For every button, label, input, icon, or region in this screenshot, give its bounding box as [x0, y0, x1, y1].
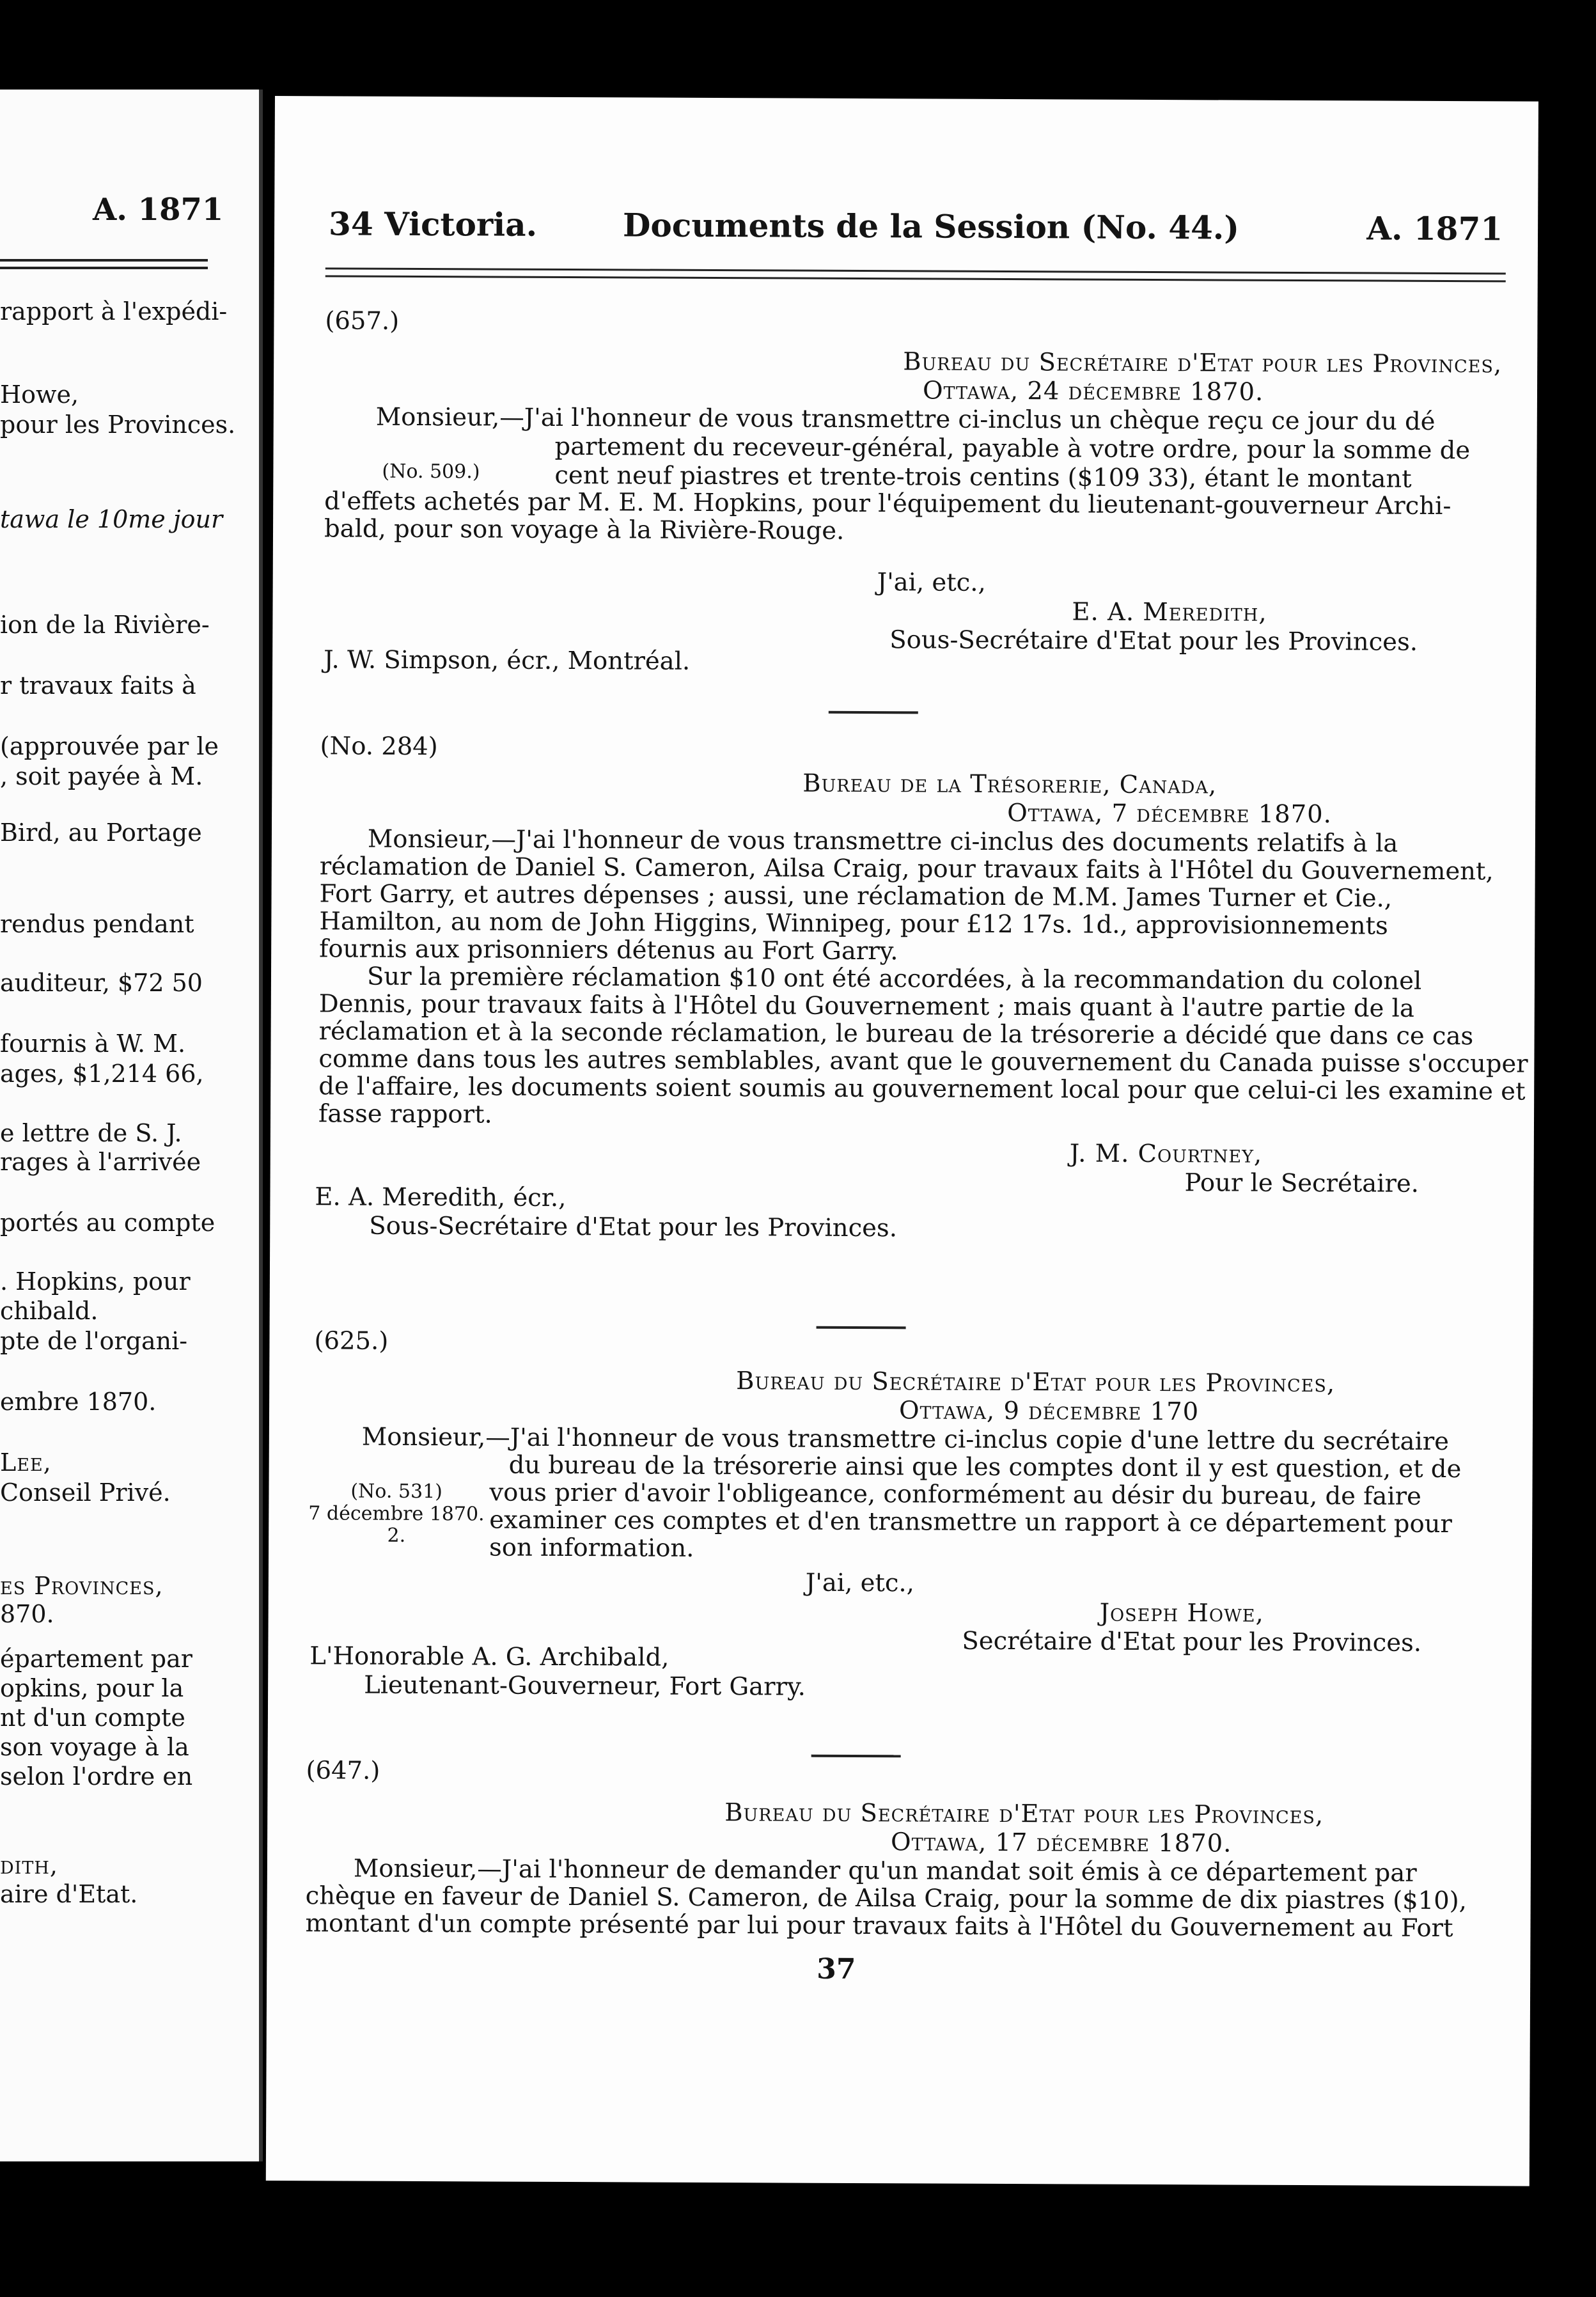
letter-place-date: Ottawa, 24 décembre 1870. [922, 376, 1264, 407]
letter-body-line: examiner ces comptes et d'en transmettre un rapport à ce département pour [489, 1505, 1452, 1539]
header-rule [325, 267, 1506, 274]
letter-body-line: fasse rapport. [318, 1099, 492, 1129]
letter-body-line: cent neuf piastres et trente-trois centins ($109 33), étant le montant [554, 460, 1412, 494]
left-page-line: rendus pendant [0, 910, 194, 938]
letter-body-line: Monsieur,—J'ai l'honneur de vous transmettre ci-inclus des documents relatifs à la [367, 824, 1398, 858]
signature-name: Joseph Howe, [1099, 1598, 1264, 1628]
left-page-line: e lettre de S. J. [0, 1119, 182, 1147]
left-page-line: selon l'ordre en [0, 1762, 193, 1791]
letter-body-line: Monsieur,—J'ai l'honneur de vous transmettre ci-inclus un chèque reçu ce jour du dé [375, 402, 1436, 436]
letter-body-line: montant d'un compte présenté par lui pour travaux faits à l'Hôtel du Gouvernement au Fort [305, 1909, 1453, 1943]
section-separator [811, 1755, 901, 1758]
section-separator [817, 1326, 906, 1329]
signature-title: Sous-Secrétaire d'Etat pour les Provinces. [889, 625, 1418, 657]
left-facing-page [0, 90, 263, 2161]
left-page-line: 870. [0, 1600, 54, 1628]
left-page-line: (approuvée par le [0, 732, 219, 760]
left-page-line: opkins, pour la [0, 1674, 184, 1702]
letter-office: Bureau du Secrétaire d'Etat pour les Provinces, [736, 1367, 1336, 1399]
letter-body-line: fournis aux prisonniers détenus au Fort Garry. [319, 934, 898, 966]
left-page-line: portés au compte [0, 1209, 215, 1237]
signature-title: Secrétaire d'Etat pour les Provinces. [962, 1626, 1422, 1658]
letter-body-line: réclamation de Daniel S. Cameron, Ailsa Craig, pour travaux faits à l'Hôtel du Gouvernement, [319, 852, 1494, 886]
left-page-line: ages, $1,214 66, [0, 1060, 204, 1088]
left-page-line: dith, [0, 1851, 58, 1879]
signature-title: Pour le Secrétaire. [1184, 1168, 1420, 1198]
letter-office: Bureau du Secrétaire d'Etat pour les Provinces, [724, 1798, 1324, 1830]
letter-place-date: Ottawa, 17 décembre 1870. [890, 1828, 1232, 1858]
letter-number: (657.) [325, 306, 400, 336]
addressee: E. A. Meredith, écr., [315, 1182, 567, 1213]
letter-body-line: Fort Garry, et autres dépenses ; aussi, une réclamation de M.M. James Turner et Cie., [319, 879, 1393, 913]
left-page-line: ion de la Rivière- [0, 611, 210, 639]
left-page-line: rages à l'arrivée [0, 1148, 201, 1176]
left-page-line: es Provinces, [0, 1572, 164, 1600]
left-page-line: son voyage à la [0, 1733, 189, 1761]
letter-body-line: du bureau de la trésorerie ainsi que les comptes dont il y est question, et de [508, 1450, 1462, 1484]
letter-body-line: vous prier d'avoir l'obligeance, conformément au désir du bureau, de faire [489, 1478, 1421, 1511]
left-page-line: tawa le 10me jour [0, 505, 223, 533]
left-page-line: épartement par [0, 1645, 192, 1673]
addressee: Lieutenant-Gouverneur, Fort Garry. [364, 1670, 806, 1702]
letter-closing: J'ai, etc., [805, 1568, 915, 1598]
letter-body-line: Monsieur,—J'ai l'honneur de demander qu'un mandat soit émis à ce département par [353, 1854, 1417, 1888]
left-page-line: pte de l'organi- [0, 1327, 188, 1355]
letter-body-line: chèque en faveur de Daniel S. Cameron, de Ailsa Craig, pour la somme de dix piastres ($10), [305, 1881, 1467, 1916]
left-page-line: Howe, [0, 380, 79, 409]
letter-body-line: Monsieur,—J'ai l'honneur de vous transmettre ci-inclus copie d'une lettre du secrétaire [361, 1422, 1450, 1457]
letter-body-line: bald, pour son voyage à la Rivière-Rouge. [324, 514, 845, 545]
section-separator [829, 711, 918, 714]
signature-name: E. A. Meredith, [1072, 597, 1267, 627]
letter-closing: J'ai, etc., [877, 568, 986, 597]
left-page-line: aire d'Etat. [0, 1880, 138, 1908]
left-page-header-rule-2 [0, 267, 208, 269]
page-number: 37 [817, 1952, 856, 1986]
margin-note-line: (No. 531) [350, 1480, 442, 1503]
header-rule-2 [325, 275, 1506, 282]
letter-office: Bureau du Secrétaire d'Etat pour les Provinces, [903, 347, 1503, 379]
addressee: L'Honorable A. G. Archibald, [309, 1642, 669, 1672]
left-page-line: nt d'un compte [0, 1704, 185, 1732]
letter-body-line: partement du receveur-général, payable à votre ordre, pour la somme de [554, 432, 1471, 466]
letter-body-line: comme dans tous les autres semblables, avant que le gouvernement du Canada puisse s'occuper [318, 1044, 1528, 1079]
left-page-line: Conseil Privé. [0, 1478, 171, 1507]
left-page-line: Lee, [0, 1448, 52, 1477]
left-page-line: , soit payée à M. [0, 762, 203, 790]
left-page-line: Bird, au Portage [0, 819, 202, 847]
letter-body-line: Sur la première réclamation $10 ont été accordées, à la recommandation du colonel [366, 962, 1422, 996]
left-page-header-rule [0, 259, 208, 262]
margin-note [308, 1480, 485, 1548]
left-page-line: rapport à l'expédi- [0, 297, 228, 325]
left-page-line: fournis à W. M. [0, 1030, 186, 1058]
left-page-line: embre 1870. [0, 1388, 157, 1416]
margin-note-line: 7 décembre 1870. [308, 1501, 485, 1525]
letter-body-line: son information. [489, 1533, 694, 1563]
letter-office: Bureau de la Trésorerie, Canada, [802, 769, 1217, 800]
left-page-header: A. 1871 [93, 192, 224, 228]
left-page-line: pour les Provinces. [0, 411, 236, 439]
left-page-line: chibald. [0, 1297, 98, 1325]
main-page [266, 96, 1538, 2186]
left-page-line: r travaux faits à [0, 671, 196, 700]
letter-body-line: d'effets achetés par M. E. M. Hopkins, pour l'équipement du lieutenant-gouverneur Archi- [324, 487, 1451, 521]
letter-number: (625.) [314, 1326, 389, 1356]
signature-name: J. M. Courtney, [1069, 1139, 1263, 1169]
margin-note-line: 2. [387, 1524, 406, 1547]
letter-number: (647.) [306, 1756, 380, 1785]
running-header-right: A. 1871 [1366, 209, 1503, 248]
running-header-center: Documents de la Session (No. 44.) [622, 206, 1240, 247]
letter-place-date: Ottawa, 9 décembre 170 [898, 1396, 1200, 1427]
letter-place-date: Ottawa, 7 décembre 1870. [1007, 799, 1333, 829]
addressee: J. W. Simpson, écr., Montréal. [324, 645, 691, 676]
letter-body-line: réclamation et à la seconde réclamation, le bureau de la trésorerie a décidé que dans ce cas [318, 1017, 1474, 1051]
margin-note: (No. 509.) [382, 460, 480, 483]
letter-body-line: Dennis, pour travaux faits à l'Hôtel du Gouvernement ; mais quant à l'autre partie de la [318, 989, 1414, 1023]
left-page-line: . Hopkins, pour [0, 1267, 191, 1296]
letter-body-line: de l'affaire, les documents soient soumis au gouvernement local pour que celui-ci les examine et [318, 1072, 1526, 1106]
letter-number: (No. 284) [320, 732, 438, 762]
letter-body-line: Hamilton, au nom de John Higgins, Winnipeg, pour £12 17s. 1d., approvisionnements [319, 907, 1388, 941]
left-page-line: auditeur, $72 50 [0, 969, 203, 997]
addressee: Sous-Secrétaire d'Etat pour les Provinces. [369, 1211, 898, 1243]
running-header-left: 34 Victoria. [329, 205, 538, 244]
